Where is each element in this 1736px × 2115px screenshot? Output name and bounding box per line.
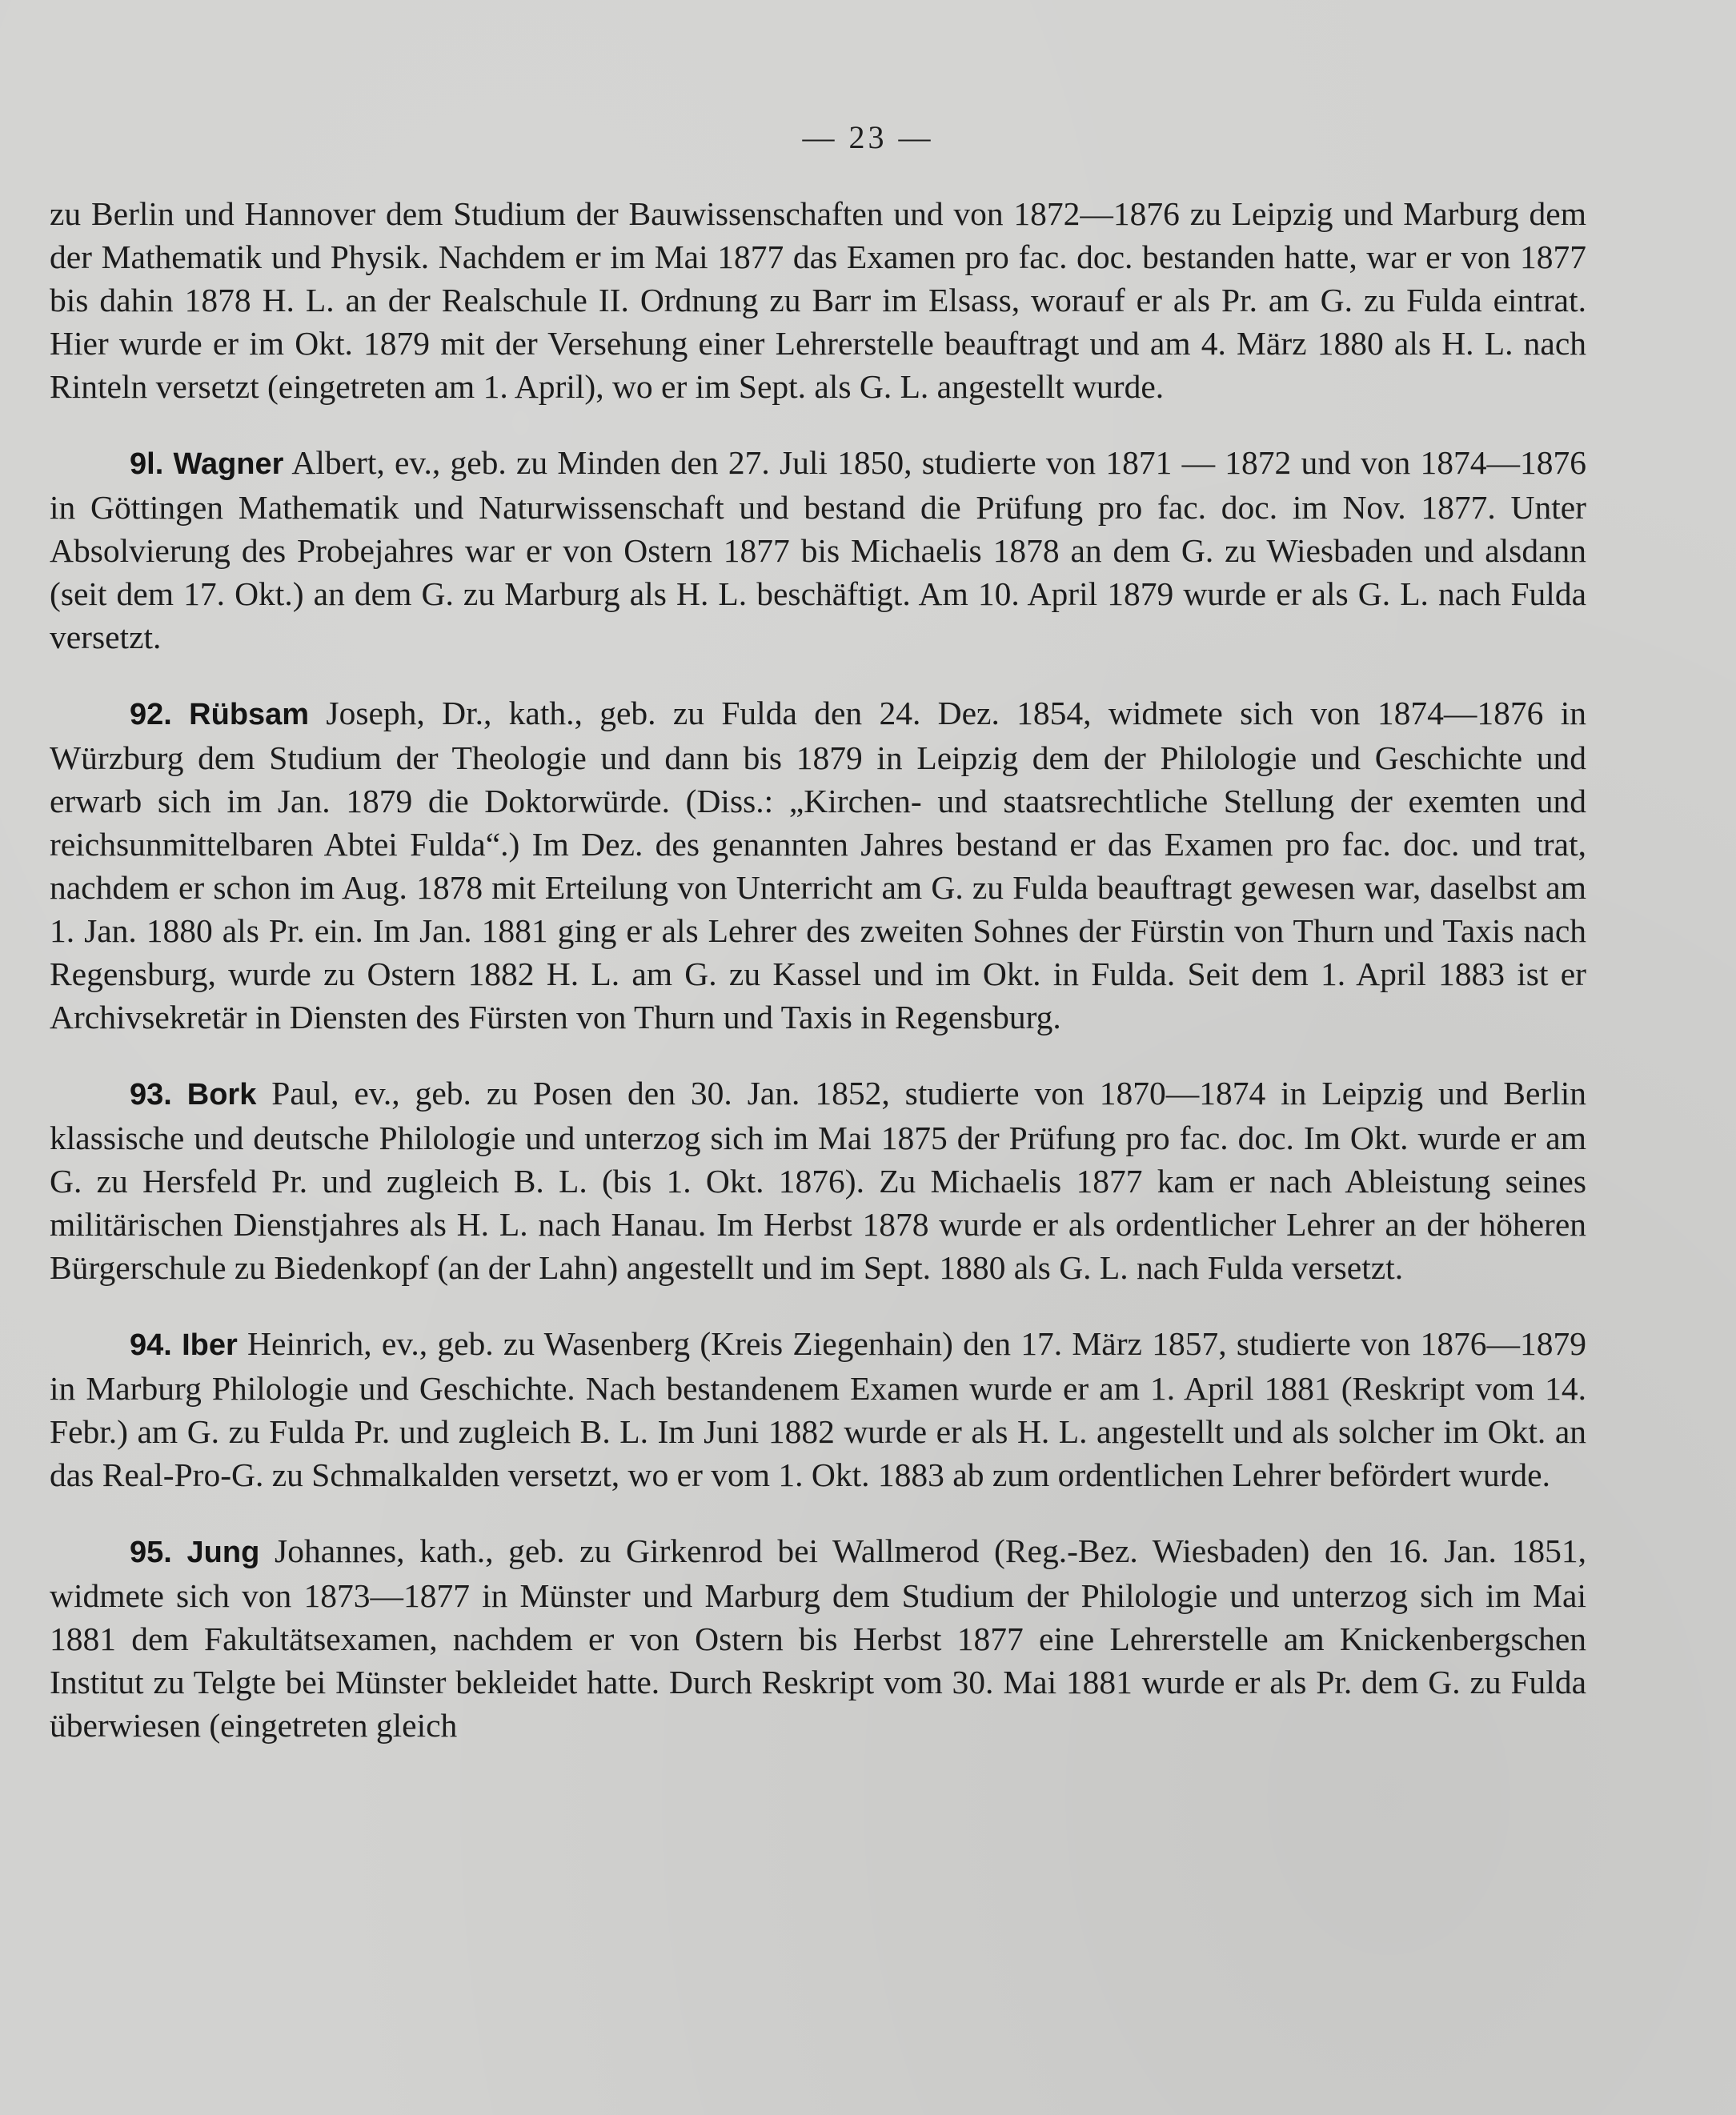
entry-text: Albert, ev., geb. zu Minden den 27. Juli 1850, studierte von 1871 — 1872 und von 1874—1876 in Göttingen Mathematik und Naturwissenschaft und bestand die Prüfung pro fac. doc. im Nov. 1877. Unter Absolvierung des Probejahres war er von Ostern 1877 bis Michaelis 1878 an dem G. zu Wiesbaden und alsdann (seit dem 17. Okt.) an dem G. zu Marburg als H. L. beschäftigt. Am 10. April 1879 wurde er als G. L. nach Fulda versetzt. [50, 444, 1586, 655]
page-body [50, 192, 1586, 1747]
entry-94 [50, 1322, 1586, 1496]
entry-text: Paul, ev., geb. zu Posen den 30. Jan. 1852, studierte von 1870—1874 in Leipzig und Berlin klassische und deutsche Philologie und unterzog sich im Mai 1875 der Prüfung pro fac. doc. Im Okt. wurde er am G. zu Hersfeld Pr. und zugleich B. L. (bis 1. Okt. 1876). Zu Michaelis 1877 kam er nach Ableistung seines militärischen Dienstjahres als H. L. nach Hanau. Im Herbst 1878 wurde er als ordentlicher Lehrer an der höheren Bürgerschule zu Biedenkopf (an der Lahn) angestellt und im Sept. 1880 als G. L. nach Fulda versetzt. [50, 1075, 1586, 1286]
entry-name: Bork [186, 1078, 257, 1112]
entry-name: Wagner [173, 447, 284, 481]
page-number: — 23 — [802, 119, 934, 155]
entry-93 [50, 1072, 1586, 1289]
entry-name: Iber [182, 1328, 238, 1362]
entry-text: Joseph, Dr., kath., geb. zu Fulda den 24. Dez. 1854, widmete sich von 1874—1876 in Würzburg dem Studium der Theologie und dann bis 1879 in Leipzig dem der Philologie und Geschichte und erwarb sich im Jan. 1879 die Doktorwürde. (Diss.: „Kirchen- und staatsrechtliche Stellung der exemten und reichsunmittelbaren Abtei Fulda“.) Im Dez. des genannten Jahres bestand er das Examen pro fac. doc. und trat, nachdem er schon im Aug. 1878 mit Erteilung von Unterricht am G. zu Fulda beauftragt gewesen war, daselbst am 1. Jan. 1880 als Pr. ein. Im Jan. 1881 ging er als Lehrer des zweiten Sohnes der Fürstin von Thurn und Taxis nach Regensburg, wurde zu Ostern 1882 H. L. am G. zu Kassel und im Okt. in Fulda. Seit dem 1. April 1883 ist er Archivsekretär in Diensten des Fürsten von Thurn und Taxis in Regensburg. [50, 695, 1586, 1035]
entry-text: Heinrich, ev., geb. zu Wasenberg (Kreis Ziegenhain) den 17. März 1857, studierte von 1876—1879 in Marburg Philologie und Geschichte. Nach bestandenem Examen wurde er am 1. April 1881 (Reskript vom 14. Febr.) am G. zu Fulda Pr. und zugleich B. L. Im Juni 1882 wurde er als H. L. angestellt und als solcher im Okt. an das Real-Pro-G. zu Schmalkalden versetzt, wo er vom 1. Okt. 1883 ab zum ordentlichen Lehrer befördert wurde. [50, 1325, 1587, 1493]
entry-text: Johannes, kath., geb. zu Girkenrod bei Wallmerod (Reg.-Bez. Wiesbaden) den 16. Jan. 1851, widmete sich von 1873—1877 in Münster und Marburg dem Studium der Philologie und unterzog sich im Mai 1881 dem Fakultätsexamen, nachdem er von Ostern bis Herbst 1877 eine Lehrerstelle am Knickenbergschen Institut zu Telgte bei Münster bekleidet hatte. Durch Reskript vom 30. Mai 1881 wurde er als Pr. dem G. zu Fulda überwiesen (eingetreten gleich [50, 1532, 1586, 1744]
entry-number: 94. [130, 1328, 172, 1362]
entry-number: 93. [130, 1078, 172, 1112]
entry-number: 9l. [130, 447, 164, 481]
entry-name: Rübsam [189, 698, 310, 731]
entry-91 [50, 441, 1586, 659]
entry-number: 92. [130, 698, 172, 731]
entry-95 [50, 1529, 1586, 1747]
entry-number: 95. [130, 1536, 172, 1569]
entry-92 [50, 691, 1586, 1039]
entry-name: Jung [186, 1536, 260, 1569]
continuation-paragraph: zu Berlin und Hannover dem Studium der Bauwissenschaften und von 1872—1876 zu Leipzig und Marburg dem der Mathematik und Physik. Nachdem er im Mai 1877 das Examen pro fac. doc. bestanden hatte, war er von 1877 bis dahin 1878 H. L. an der Realschule II. Ordnung zu Barr im Elsass, worauf er als Pr. am G. zu Fulda eintrat. Hier wurde er im Okt. 1879 mit der Versehung einer Lehrerstelle beauftragt und am 4. März 1880 als H. L. nach Rinteln versetzt (eingetreten am 1. April), wo er im Sept. als G. L. angestellt wurde. [50, 195, 1586, 405]
